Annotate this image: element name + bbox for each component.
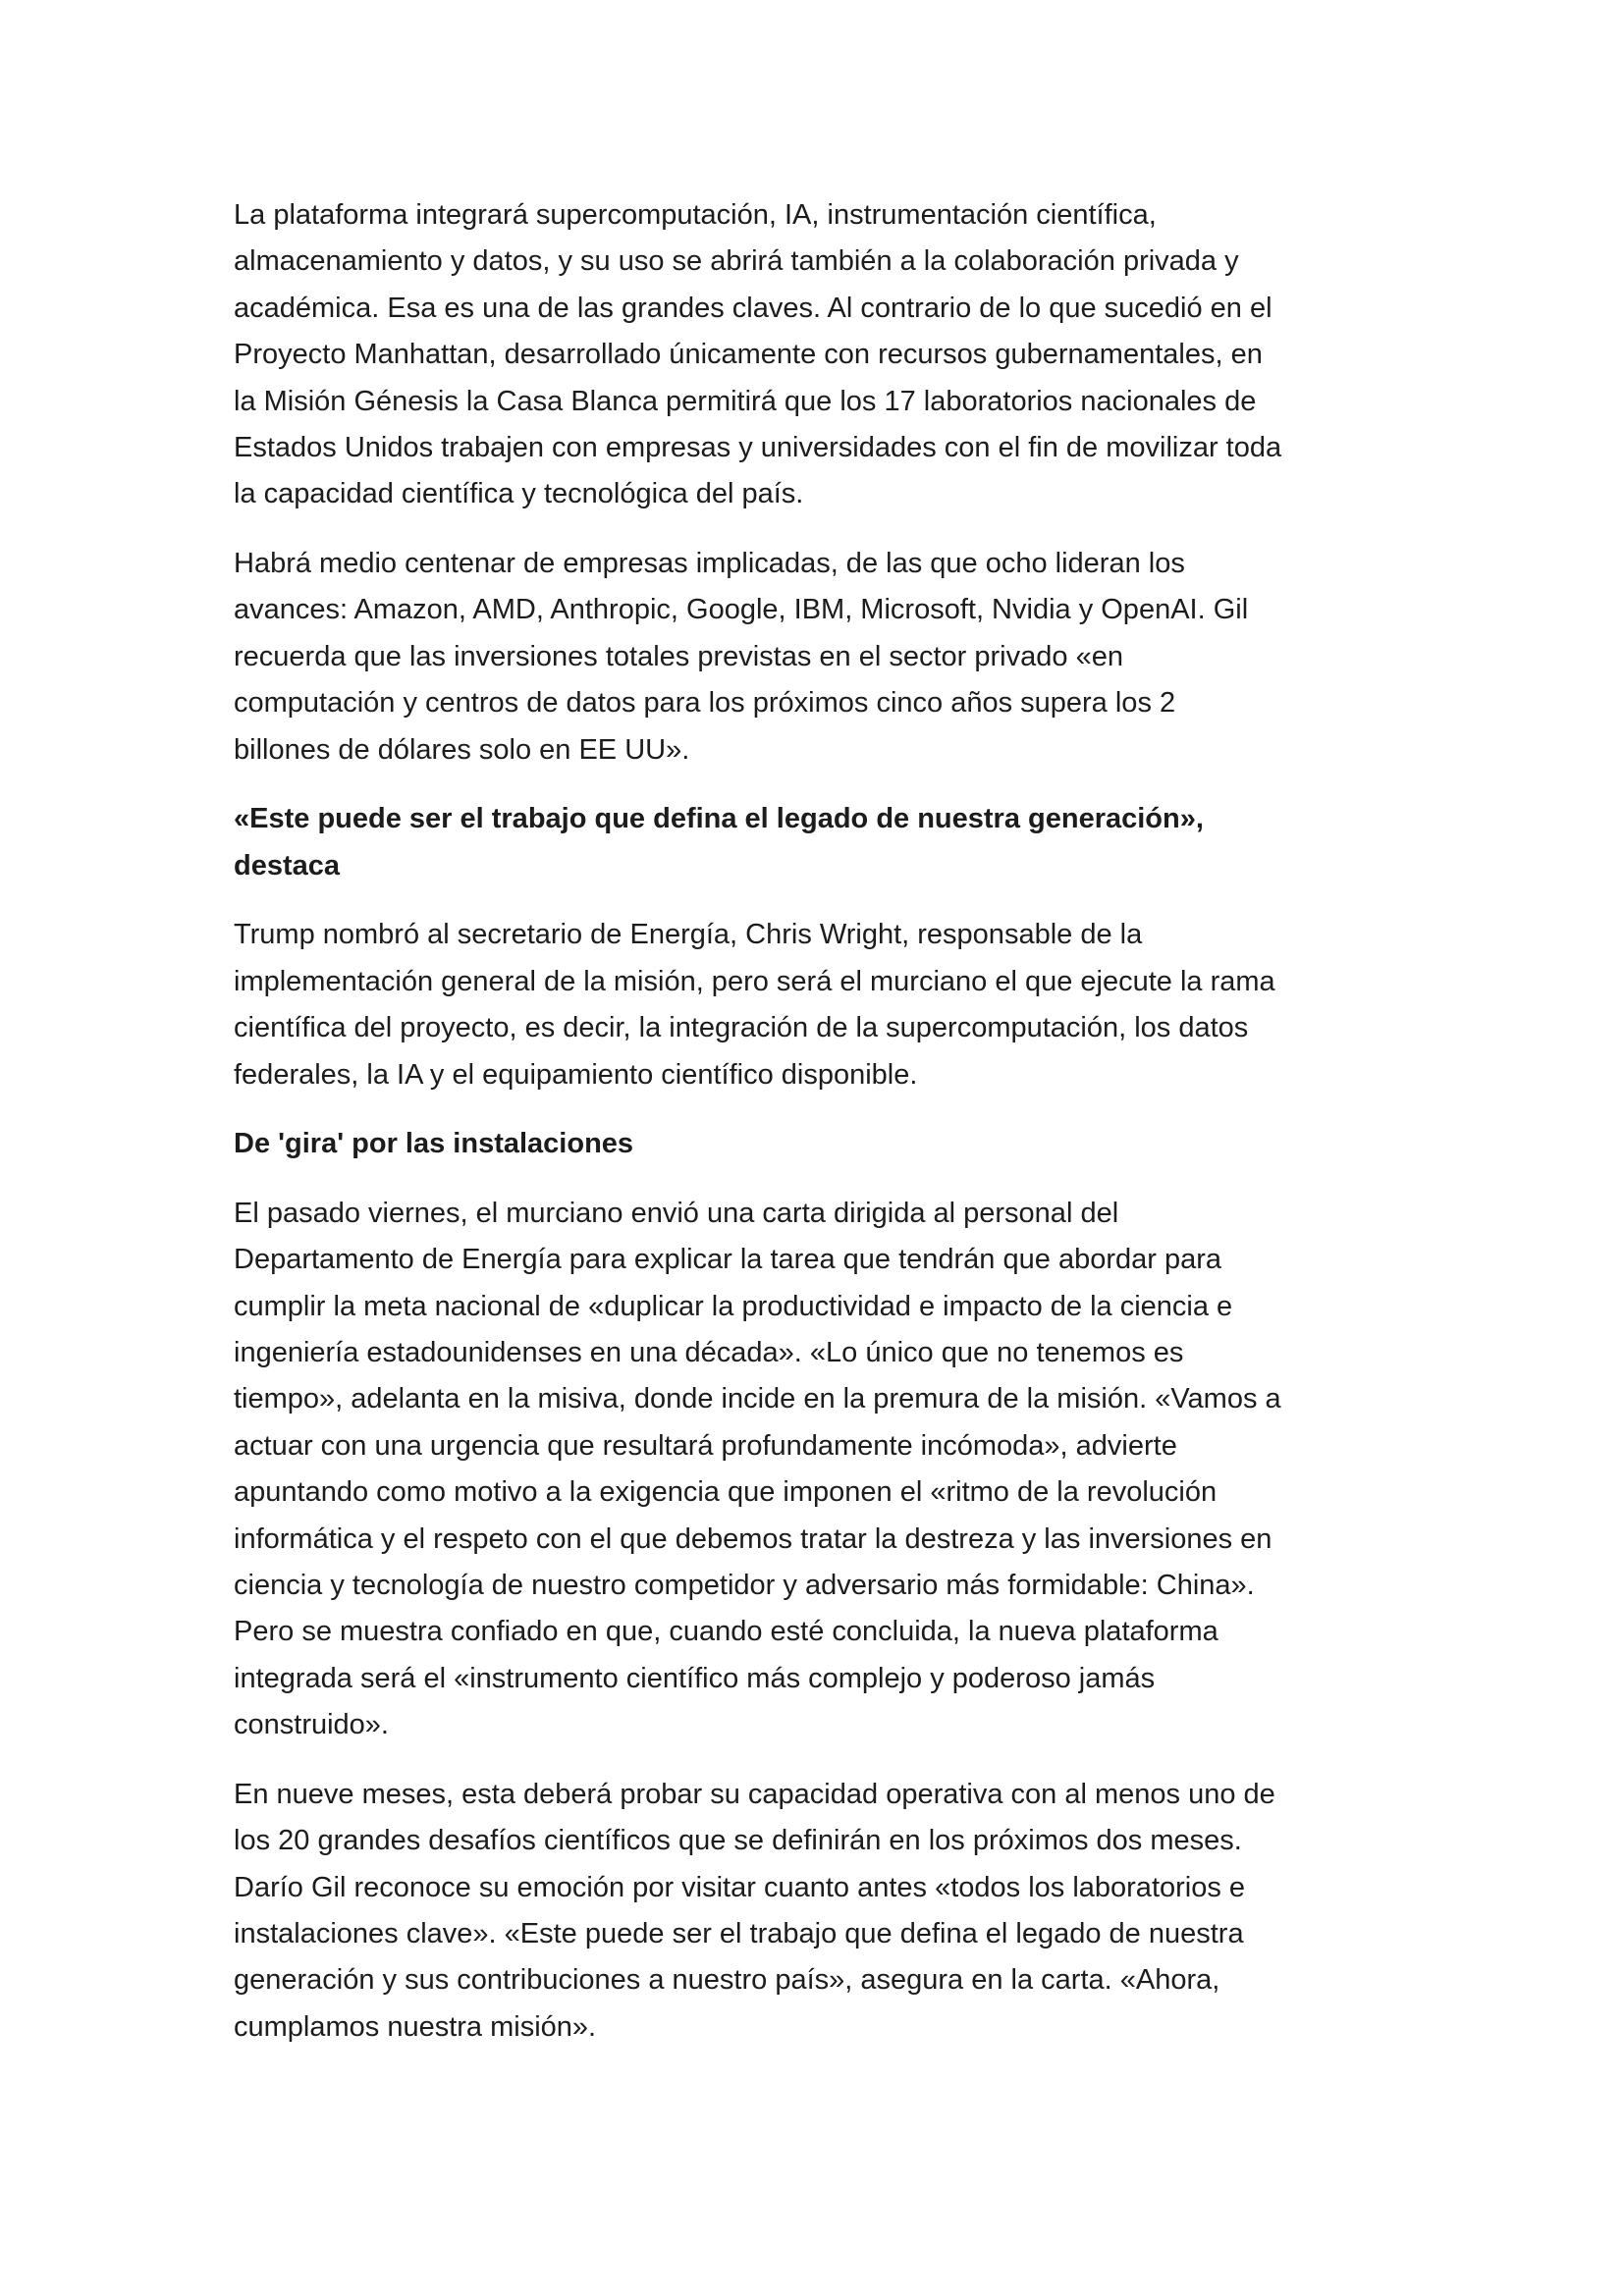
text-line: implementación general de la misión, pero será el murciano el que ejecute la rama (234, 965, 1275, 997)
heading-line: De 'gira' por las instalaciones (234, 1128, 634, 1160)
paragraph (234, 912, 1412, 1098)
text-line: informática y el respeto con el que debemos tratar la destreza y las inversiones en (234, 1522, 1272, 1555)
heading-line: «Este puede ser el trabajo que defina el legado de nuestra generación», (234, 803, 1204, 835)
text-line: La plataforma integrará supercomputación, IA, instrumentación científica, (234, 199, 1157, 231)
text-line: la Misión Génesis la Casa Blanca permitirá que los 17 laboratorios nacionales de (234, 385, 1257, 417)
text-line: Pero se muestra confiado en que, cuando esté concluida, la nueva plataforma (234, 1616, 1218, 1648)
text-line: En nueve meses, esta deberá probar su capacidad operativa con al menos uno de (234, 1778, 1275, 1810)
section-heading (234, 796, 1412, 889)
text-line: ingeniería estadounidenses en una década». «Lo único que no tenemos es (234, 1337, 1184, 1369)
text-line: cumplamos nuestra misión». (234, 2010, 597, 2043)
text-line: actuar con una urgencia que resultará profundamente incómoda», advierte (234, 1429, 1177, 1462)
heading-line: destaca (234, 849, 341, 881)
text-line: generación y sus contribuciones a nuestro país», asegura en la carta. «Ahora, (234, 1964, 1220, 1997)
text-line: Departamento de Energía para explicar la tarea que tendrán que abordar para (234, 1244, 1221, 1276)
text-line: instalaciones clave». «Este puede ser el trabajo que defina el legado de nuestra (234, 1918, 1244, 1950)
text-line: la capacidad científica y tecnológica del país. (234, 478, 804, 510)
text-line: Proyecto Manhattan, desarrollado únicamente con recursos gubernamentales, en (234, 339, 1263, 371)
text-line: integrada será el «instrumento científico más complejo y poderoso jamás (234, 1662, 1156, 1694)
text-line: Trump nombró al secretario de Energía, Chris Wright, responsable de la (234, 919, 1143, 951)
paragraph (234, 1191, 1412, 1749)
section-heading (234, 1121, 1412, 1167)
text-line: construido». (234, 1709, 389, 1741)
text-line: Habrá medio centenar de empresas implicadas, de las que ocho lideran los (234, 548, 1185, 580)
text-line: almacenamiento y datos, y su uso se abrirá también a la colaboración privada y (234, 245, 1239, 278)
text-line: avances: Amazon, AMD, Anthropic, Google, IBM, Microsoft, Nvidia y OpenAI. Gil (234, 594, 1249, 626)
text-line: tiempo», adelanta en la misiva, donde incide en la premura de la misión. «Vamos a (234, 1383, 1281, 1415)
text-line: cumplir la meta nacional de «duplicar la productividad e impacto de la ciencia e (234, 1290, 1233, 1322)
text-line: ciencia y tecnología de nuestro competidor y adversario más formidable: China». (234, 1570, 1255, 1602)
text-line: computación y centros de datos para los próximos cinco años supera los 2 (234, 687, 1176, 720)
paragraph (234, 1772, 1412, 2051)
text-line: El pasado viernes, el murciano envió una carta dirigida al personal del (234, 1197, 1119, 1229)
text-line: federales, la IA y el equipamiento científico disponible. (234, 1058, 918, 1091)
text-line: Darío Gil reconoce su emoción por visitar cuanto antes «todos los laboratorios e (234, 1871, 1246, 1903)
text-line: académica. Esa es una de las grandes claves. Al contrario de lo que sucedió en el (234, 292, 1272, 324)
text-line: billones de dólares solo en EE UU». (234, 733, 690, 766)
text-line: los 20 grandes desafíos científicos que se definirán en los próximos dos meses. (234, 1825, 1242, 1857)
paragraph (234, 541, 1412, 774)
paragraph (234, 192, 1412, 518)
text-line: recuerda que las inversiones totales previstas en el sector privado «en (234, 640, 1123, 672)
text-line: Estados Unidos trabajen con empresas y universidades con el fin de movilizar toda (234, 431, 1282, 463)
article-body (234, 192, 1412, 2074)
text-line: científica del proyecto, es decir, la integración de la supercomputación, los datos (234, 1012, 1249, 1044)
text-line: apuntando como motivo a la exigencia que imponen el «ritmo de la revolución (234, 1476, 1218, 1509)
